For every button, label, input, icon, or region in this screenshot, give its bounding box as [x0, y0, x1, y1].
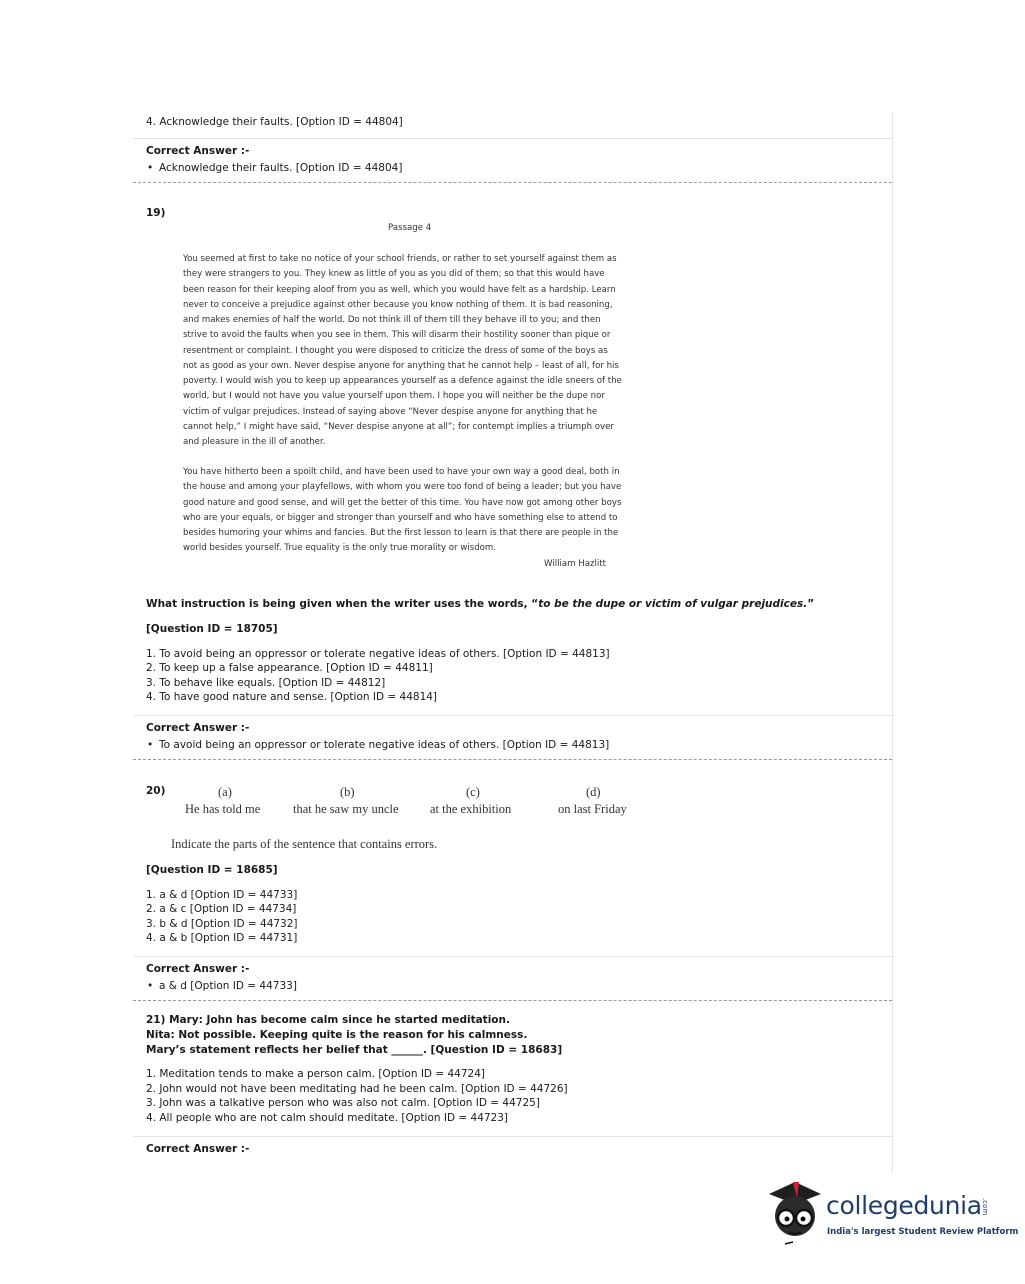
part-d-text: on last Friday: [558, 802, 627, 816]
option-4: 4. a & b [Option ID = 44731]: [146, 932, 298, 944]
passage-paragraph-2: You have hitherto been a spoilt child, and have been used to have your own way a good deal, both in the house and among your playfellows, with whom you were too fond of being a leader; but you have good nature and good sense, and will get the better of this time. You have now got among other boys who are your equals, or bigger and stronger than yourself and who have something else to attend to besides humoring your whims and fancies. But the first lesson to learn is that there are people in the world besides yourself. True equality is the only true morality or wisdom.: [183, 467, 622, 554]
option-2: 2. a & c [Option ID = 44734]: [146, 903, 297, 915]
correct-answer-label: Correct Answer :-: [146, 145, 250, 157]
question-text: What instruction is being given when the writer uses the words, “to be the dupe or victim of vulgar prejudices.”: [146, 598, 815, 610]
option-4: 4. All people who are not calm should meditate. [Option ID = 44723]: [146, 1112, 509, 1124]
correct-answer-label: Correct Answer :-: [146, 722, 250, 734]
mascot-icon: [765, 1176, 827, 1246]
question-separator: [133, 759, 892, 760]
divider: [133, 138, 892, 139]
question-separator: [133, 1000, 892, 1001]
part-c-letter: (c): [466, 785, 480, 799]
divider: [133, 715, 892, 716]
correct-answer-label: Correct Answer :-: [146, 963, 250, 975]
collegedunia-logo: [765, 1176, 1019, 1246]
passage-author: William Hazlitt: [544, 559, 606, 569]
question-line-3: Mary’s statement reflects her belief that ______. [Question ID = 18683]: [146, 1044, 563, 1056]
question-id: [Question ID = 18705]: [146, 623, 278, 635]
part-c-text: at the exhibition: [430, 802, 512, 816]
question-separator: [133, 182, 892, 183]
option-1: 1. To avoid being an oppressor or tolerate negative ideas of others. [Option ID = 44813]: [146, 648, 610, 660]
option-1: 1. a & d [Option ID = 44733]: [146, 889, 298, 901]
option-4: 4. To have good nature and sense. [Option ID = 44814]: [146, 691, 438, 703]
correct-answer-value: • To avoid being an oppressor or tolerate negative ideas of others. [Option ID = 44813]: [159, 739, 609, 751]
q18-option-4: 4. Acknowledge their faults. [Option ID = 44804]: [146, 116, 403, 128]
passage-paragraph-1: You seemed at first to take no notice of your school friends, or rather to set yourself against them as they were strangers to you. They knew as little of you as you did of them; so that this would have been reason for their keeping aloof from you as well, which you would have felt as a hardship. Learn never to conceive a prejudice against other because you know nothing of them. It is bad reasoning, and makes enemies of half the world. Do not think ill of them till they behave ill to you; and then strive to avoid the faults when you see in them. This will disarm their hostility sooner than pique or resentment or complaint. I thought you were disposed to criticize the dress of some of the boys as not as good as your own. Never despise anyone for anything that he cannot help – least of all, for his poverty. I would wish you to keep up appearances yourself as a defence against the idle sneers of the world, but I would not have you value yourself upon them. I hope you will neither be the dupe nor victim of vulgar prejudices. Instead of saying above “Never despise anyone for anything that he cannot help,” I might have said, “Never despise anyone at all”; for contempt implies a triumph over and pleasure in the ill of another.: [183, 254, 622, 447]
question-line-2: Nita: Not possible. Keeping quite is the reason for his calmness.: [146, 1029, 528, 1041]
option-2: 2. John would not have been meditating had he been calm. [Option ID = 44726]: [146, 1083, 568, 1095]
option-3: 3. John was a talkative person who was also not calm. [Option ID = 44725]: [146, 1097, 540, 1109]
option-3: 3. b & d [Option ID = 44732]: [146, 918, 298, 930]
question-line-1: 21) Mary: John has become calm since he started meditation.: [146, 1014, 510, 1026]
option-1: 1. Meditation tends to make a person calm. [Option ID = 44724]: [146, 1068, 485, 1080]
brand-name: collegedunia: [826, 1191, 982, 1220]
divider: [133, 1136, 892, 1137]
passage-title: Passage 4: [388, 223, 432, 233]
correct-answer-value: • Acknowledge their faults. [Option ID = 44804]: [159, 162, 402, 174]
brand-tagline: India's largest Student Review Platform: [827, 1227, 1019, 1237]
part-a-text: He has told me: [185, 802, 261, 816]
question-instruction: Indicate the parts of the sentence that contains errors.: [171, 837, 438, 851]
part-b-text: that he saw my uncle: [293, 802, 399, 816]
question-number: 19): [146, 207, 166, 219]
brand-suffix: .com: [981, 1198, 989, 1216]
question-id: [Question ID = 18685]: [146, 864, 278, 876]
correct-answer-value: • a & d [Option ID = 44733]: [159, 980, 297, 992]
part-a-letter: (a): [218, 785, 232, 799]
part-b-letter: (b): [340, 785, 355, 799]
part-d-letter: (d): [586, 785, 601, 799]
divider: [133, 956, 892, 957]
question-number: 20): [146, 785, 166, 797]
option-2: 2. To keep up a false appearance. [Option ID = 44811]: [146, 662, 433, 674]
option-3: 3. To behave like equals. [Option ID = 44812]: [146, 677, 386, 689]
correct-answer-label: Correct Answer :-: [146, 1143, 250, 1155]
